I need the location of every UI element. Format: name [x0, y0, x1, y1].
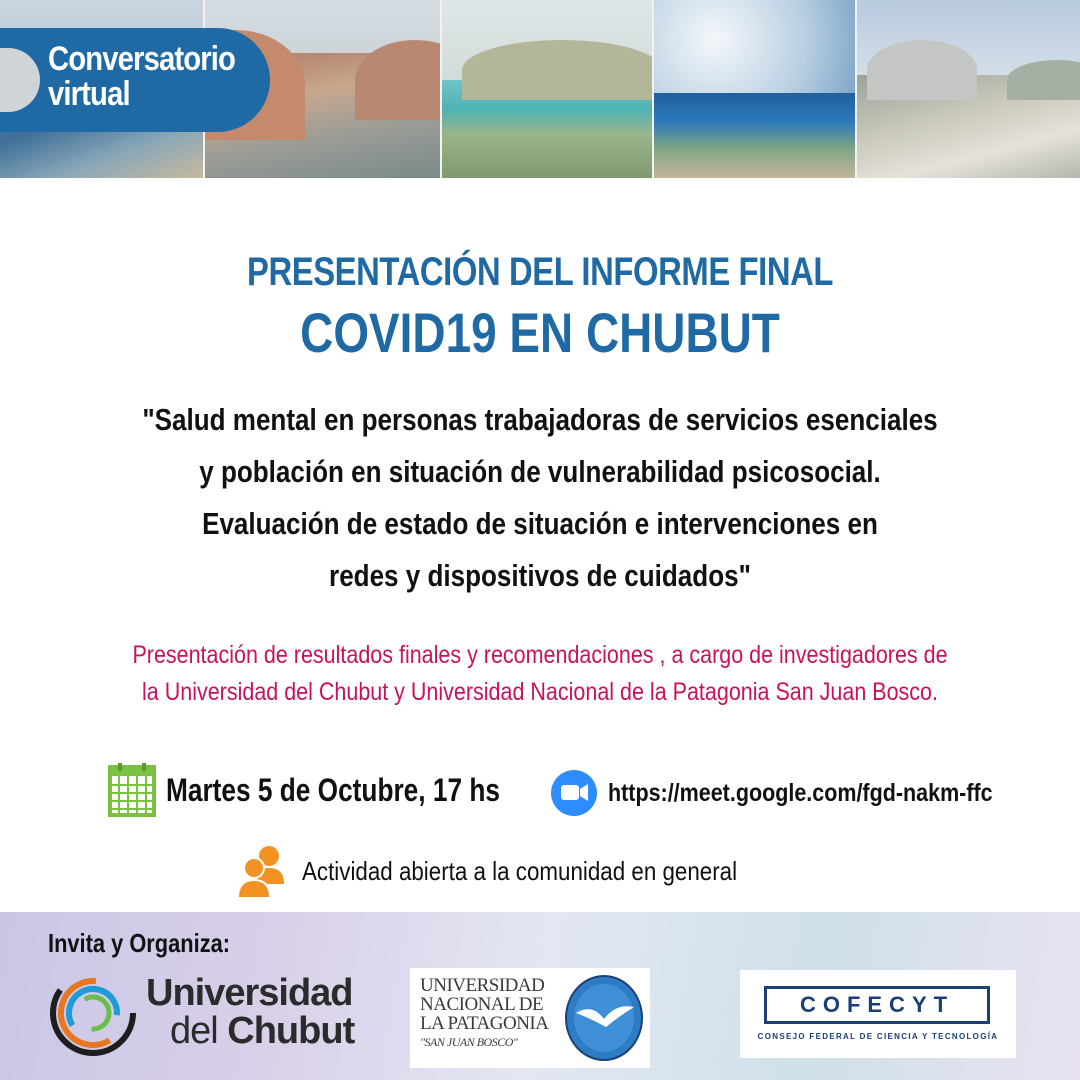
- invite-label: Invita y Organiza:: [48, 928, 231, 958]
- unpsjb-logo: [410, 968, 650, 1068]
- title-line-2: COVID19 EN CHUBUT: [300, 301, 780, 364]
- unp-line-3: LA PATAGONIA: [420, 1013, 549, 1034]
- unp-line-4: "SAN JUAN BOSCO": [420, 1035, 518, 1049]
- calendar-icon: [108, 763, 156, 817]
- title-line-1: PRESENTACIÓN DEL INFORME FINAL: [246, 250, 834, 294]
- description: [0, 637, 1080, 711]
- meeting-link[interactable]: [550, 769, 1055, 817]
- chubut-line-2: [170, 1010, 354, 1053]
- chubut-rings-icon: [48, 968, 140, 1058]
- quote-line: redes y dispositivos de cuidados": [329, 558, 751, 593]
- quote-line: y población en situación de vulnerabilidad psicosocial.: [199, 454, 881, 489]
- quote-line: "Salud mental en personas trabajadoras de servicios esenciales: [142, 402, 938, 437]
- landscape-painting-hills: [857, 0, 1080, 178]
- video-camera-icon: [550, 769, 598, 817]
- unp-line-1: UNIVERSIDAD: [420, 975, 545, 996]
- event-date: [108, 763, 573, 817]
- landscape-painting-bay: [442, 0, 654, 178]
- cofecyt-name: COFECYT: [764, 986, 990, 1024]
- chubut-line-1: Universidad: [146, 972, 353, 1014]
- chubut-line-2a: del: [170, 1010, 228, 1052]
- albatross-seal-icon: [562, 973, 646, 1063]
- badge-line-1: Conversatorio: [48, 40, 236, 78]
- description-line: la Universidad del Chubut y Universidad Nacional de la Patagonia San Juan Bosco.: [142, 678, 938, 706]
- report-title-quote: [0, 394, 1080, 602]
- meeting-link-text[interactable]: https://meet.google.com/fgd-nakm-ffc: [608, 778, 993, 807]
- badge-line-2: virtual: [48, 75, 130, 113]
- people-icon: [238, 844, 288, 898]
- cofecyt-logo: [740, 970, 1016, 1058]
- universidad-del-chubut-logo: [48, 968, 368, 1058]
- conversatorio-badge: [0, 28, 270, 132]
- unp-line-2: NACIONAL DE: [420, 994, 544, 1015]
- audience-info: [238, 844, 808, 898]
- chubut-line-2b: Chubut: [227, 1010, 355, 1052]
- description-line: Presentación de resultados finales y recomendaciones , a cargo de investigadores de: [132, 641, 948, 669]
- quote-line: Evaluación de estado de situación e intervenciones en: [202, 506, 878, 541]
- cofecyt-subtitle: CONSEJO FEDERAL DE CIENCIA Y TECNOLOGÍA: [757, 1032, 999, 1041]
- audience-text: Actividad abierta a la comunidad en general: [302, 855, 738, 886]
- event-date-text: Martes 5 de Octubre, 17 hs: [166, 771, 500, 808]
- landscape-painting-sea: [654, 0, 857, 178]
